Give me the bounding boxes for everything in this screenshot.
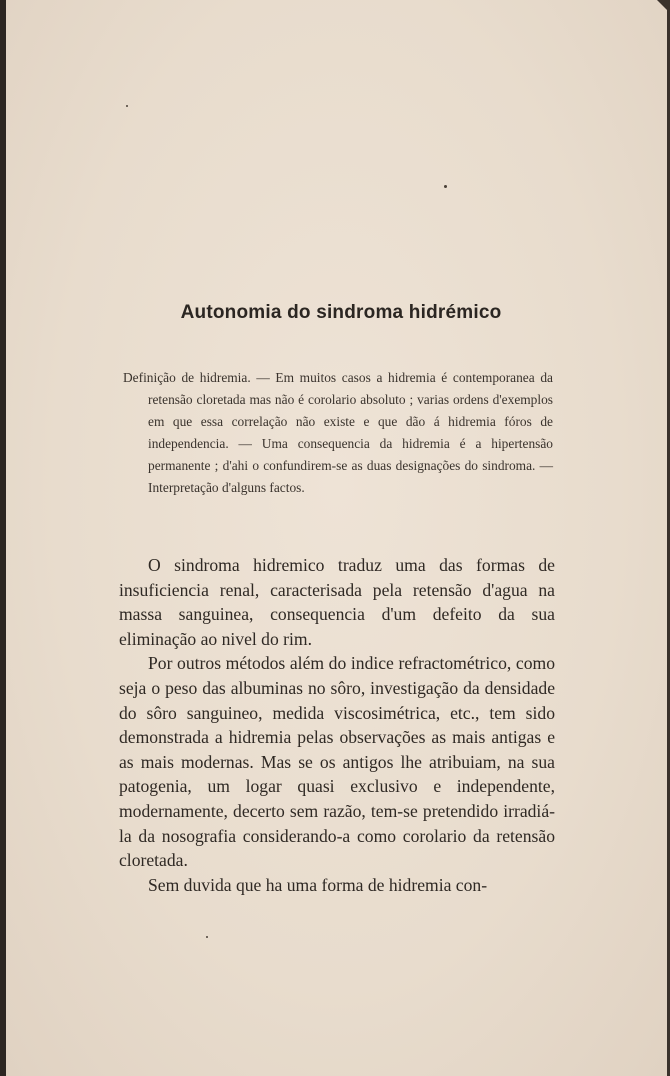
chapter-summary-text: Definição de hidremia. — Em muitos casos a hidremia é contemporanea da retensão cloretada mas não é corolario absoluto ; varias ordens d'exemplos em que essa correlação não existe e que dão á hidremia fóros de independencia. — Uma consequencia da hidremia é a hipertensão permanente ; d'ahi o confundirem-se as duas designações do sindroma. — Interpretação d'alguns factos. xyxy=(123,370,553,495)
paragraph: Por outros métodos além do indice refractométrico, como seja o peso das albuminas no sôro, investigação da densidade do sôro sanguineo, medida viscosimétrica, etc., tem sido demonstrada a hidremia pelas observações as mais antigas e as mais modernas. Mas se os antigos lhe atribuiam, na sua patogenia, um logar quasi exclusivo e independente, modernamente, decerto sem razão, tem-se pretendido irradiá-la da nosografia considerando-a como corolario da retensão cloretada. xyxy=(119,653,555,871)
chapter-title: Autonomia do sindroma hidrémico xyxy=(180,302,502,323)
paragraph: Sem duvida que ha uma forma de hidremia con- xyxy=(148,874,488,895)
paper-speck xyxy=(206,936,208,938)
paragraph: O sindroma hidremico traduz uma das formas de insuficiencia renal, caracterisada pela retensão d'agua na massa sanguinea, consequencia d'um defeito da sua eliminação ao nivel do rim. xyxy=(119,555,555,649)
paper-speck xyxy=(444,185,447,188)
page-corner-shadow xyxy=(657,0,667,10)
chapter-summary xyxy=(123,367,553,499)
paper-speck xyxy=(126,105,128,107)
body-text xyxy=(119,553,555,897)
